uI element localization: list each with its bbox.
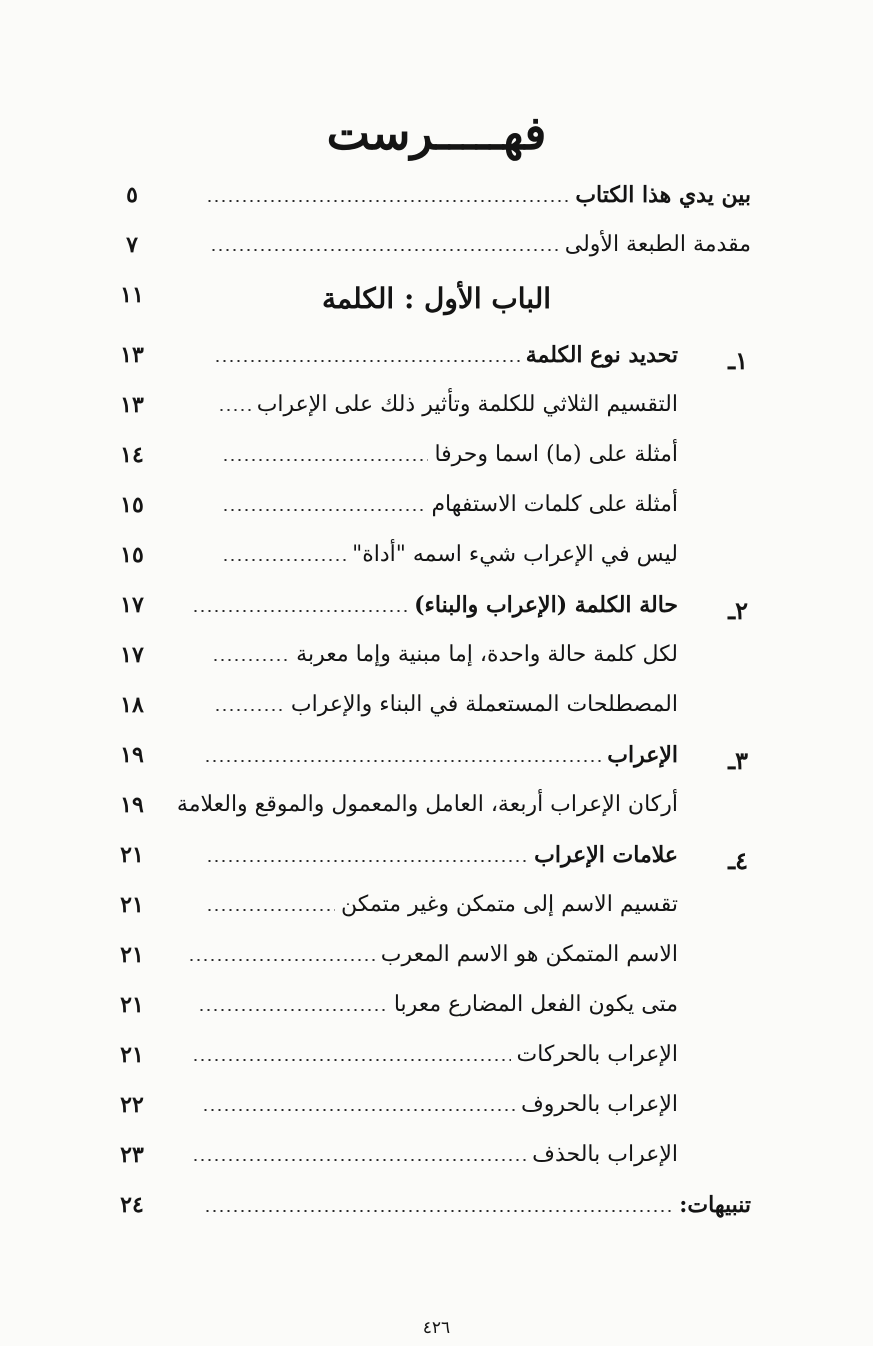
- leader-dots: [222, 559, 346, 561]
- toc-entry-label: ليس في الإعراب شيء اسمه "أداة": [352, 542, 678, 567]
- toc-page-number: ٢١: [120, 942, 144, 968]
- toc-row: [0, 1142, 873, 1186]
- toc-row: [0, 542, 873, 586]
- leader-dots: [206, 909, 335, 911]
- leader-dots: [222, 459, 428, 461]
- leader-dots: [222, 509, 425, 511]
- page-number: ٤٢٦: [422, 1318, 451, 1338]
- toc-entry[interactable]: [192, 1142, 678, 1167]
- toc-row: [0, 842, 873, 886]
- leader-dots: [214, 360, 520, 362]
- toc-entry-label: علامات الإعراب: [534, 842, 678, 868]
- toc-row: [0, 1042, 873, 1086]
- index-title: فهـــــرست: [326, 106, 547, 160]
- toc-page-number: ٢١: [120, 992, 144, 1018]
- leader-dots: [188, 959, 375, 961]
- toc-page-number: ٢١: [120, 1042, 144, 1068]
- toc-row: [0, 792, 873, 836]
- toc-page-number: ١٥: [120, 492, 144, 518]
- toc-page-number: ١٣: [120, 342, 144, 368]
- toc-row: [0, 742, 873, 786]
- toc-page-number: ١٧: [120, 592, 144, 618]
- toc-row: [0, 892, 873, 936]
- toc-page-number: ١٩: [120, 792, 144, 818]
- toc-entry[interactable]: [202, 1092, 678, 1117]
- toc-entry-label: أمثلة على كلمات الاستفهام: [431, 492, 678, 517]
- toc-entry[interactable]: [176, 792, 678, 817]
- toc-page-number: ٢١: [120, 842, 144, 868]
- toc-page-number: ١٧: [120, 642, 144, 668]
- toc-entry-label: تحديد نوع الكلمة: [525, 342, 678, 368]
- toc-page-number: ١٣: [120, 392, 144, 418]
- toc-row: [0, 232, 873, 276]
- leader-dots: [198, 1009, 388, 1011]
- leader-dots: [214, 709, 285, 711]
- toc-page-number: ٧: [126, 232, 138, 258]
- toc-entry-label: الإعراب بالحذف: [532, 1142, 678, 1167]
- section-marker: ٣ـ: [728, 746, 748, 775]
- toc-entry[interactable]: [222, 492, 678, 517]
- toc-page-number: ٢٢: [120, 1092, 144, 1118]
- toc-entry-label: تقسيم الاسم إلى متمكن وغير متمكن: [341, 892, 678, 917]
- section-marker: ١ـ: [728, 346, 748, 375]
- leader-dots: [204, 1210, 673, 1212]
- toc-entry[interactable]: [198, 992, 678, 1017]
- toc-entry[interactable]: [204, 1192, 751, 1218]
- toc-page-number: ٢١: [120, 892, 144, 918]
- leader-dots: [192, 1159, 526, 1161]
- toc-row: [0, 442, 873, 486]
- toc-row: [0, 692, 873, 736]
- leader-dots: [192, 1059, 511, 1061]
- toc-entry[interactable]: [192, 1042, 678, 1067]
- toc-page-number: ١٨: [120, 692, 144, 718]
- toc-entry-label: الإعراب بالحروف: [520, 1092, 678, 1117]
- toc-entry[interactable]: [204, 742, 678, 768]
- chapter-page-number: ١١: [120, 282, 144, 308]
- toc-row: [0, 592, 873, 636]
- toc-entry-label: الإعراب: [607, 742, 678, 768]
- toc-entry-label: مقدمة الطبعة الأولى: [564, 232, 751, 257]
- leader-dots: [206, 860, 528, 862]
- toc-row: [0, 392, 873, 436]
- toc-entry[interactable]: [222, 442, 678, 467]
- toc-entry[interactable]: [206, 182, 751, 208]
- toc-entry[interactable]: [222, 542, 678, 567]
- toc-row: [0, 342, 873, 386]
- toc-entry-label: بين يدي هذا الكتاب: [575, 182, 751, 208]
- toc-row: [0, 642, 873, 686]
- toc-entry-label: التقسيم الثلاثي للكلمة وتأثير ذلك على الإعراب: [256, 392, 678, 417]
- toc-entry[interactable]: [214, 342, 678, 368]
- toc-page-number: ١٥: [120, 542, 144, 568]
- toc-entry-label: الإعراب بالحركات: [516, 1042, 678, 1067]
- toc-page-number: ٢٤: [120, 1192, 144, 1218]
- section-marker: ٤ـ: [728, 846, 748, 875]
- leader-dots: [192, 610, 408, 612]
- toc-entry-label: الاسم المتمكن هو الاسم المعرب: [380, 942, 678, 967]
- toc-page-number: ١٩: [120, 742, 144, 768]
- toc-page-number: ١٤: [120, 442, 144, 468]
- toc-entry[interactable]: [218, 392, 678, 417]
- toc-row: [0, 942, 873, 986]
- toc-entry-label: متى يكون الفعل المضارع معربا: [393, 992, 678, 1017]
- leader-dots: [202, 1109, 515, 1111]
- toc-page-number: ٥: [126, 182, 138, 208]
- toc-entry-label: أركان الإعراب أربعة، العامل والمعمول والموقع والعلامة: [176, 792, 678, 817]
- toc-entry[interactable]: [212, 642, 678, 667]
- toc-entry-label: أمثلة على (ما) اسما وحرفا: [434, 442, 678, 467]
- leader-dots: [206, 200, 569, 202]
- toc-row: [0, 992, 873, 1036]
- toc-row: [0, 1092, 873, 1136]
- chapter-heading: الباب الأول : الكلمة: [321, 282, 552, 315]
- toc-page-number: ٢٣: [120, 1142, 144, 1168]
- leader-dots: [204, 760, 601, 762]
- toc-entry[interactable]: [206, 892, 678, 917]
- toc-row: [0, 182, 873, 226]
- leader-dots: [218, 409, 251, 411]
- toc-entry-label: حالة الكلمة (الإعراب والبناء): [414, 592, 678, 618]
- toc-entry[interactable]: [192, 592, 678, 618]
- leader-dots: [210, 249, 559, 251]
- toc-row: [0, 492, 873, 536]
- toc-entry[interactable]: [214, 692, 678, 717]
- section-marker: ٢ـ: [728, 596, 748, 625]
- toc-entry-label: لكل كلمة حالة واحدة، إما مبنية وإما معربة: [296, 642, 678, 667]
- toc-entry[interactable]: [188, 942, 678, 967]
- toc-entry-label: تنبيهات:: [679, 1192, 751, 1218]
- toc-entry[interactable]: [206, 842, 678, 868]
- toc-entry[interactable]: [210, 232, 751, 257]
- toc-row: [0, 1192, 873, 1236]
- leader-dots: [212, 659, 290, 661]
- toc-entry-label: المصطلحات المستعملة في البناء والإعراب: [290, 692, 678, 717]
